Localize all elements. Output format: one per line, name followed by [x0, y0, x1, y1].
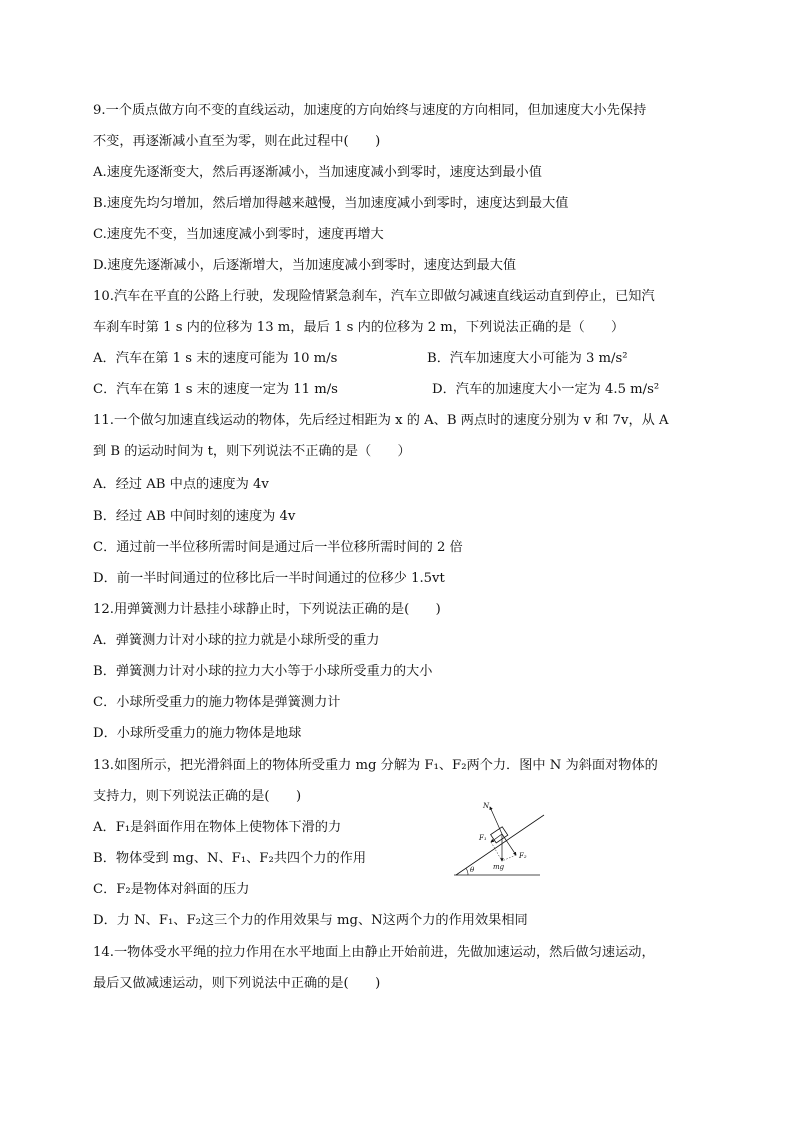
- angle-arc: [466, 869, 468, 876]
- n-label: N: [483, 802, 490, 810]
- mg-label: mg: [493, 863, 505, 871]
- q14-stem-line-2: 最后又做减速运动，则下列说法中正确的是( ): [93, 976, 381, 991]
- q11-option-a: A．经过 AB 中点的速度为 4v: [93, 477, 269, 492]
- q10-option-a: A．汽车在第 1 s 末的速度可能为 10 m/s: [93, 351, 338, 366]
- q12-option-d: D．小球所受重力的施力物体是地球: [93, 726, 302, 741]
- f1-label: F₁: [479, 834, 487, 842]
- theta-label: θ: [470, 866, 475, 874]
- normal-force-arrow: [490, 807, 502, 834]
- q9-option-a: A.速度先逐渐变大，然后再逐渐减小，当加速度减小到零时，速度达到最小值: [93, 165, 542, 180]
- q9-option-c: C.速度先不变，当加速度减小到零时，速度再增大: [93, 227, 384, 242]
- q10-option-c: C．汽车在第 1 s 末的速度一定为 11 m/s: [93, 382, 338, 397]
- q14-stem-line-1: 14.一物体受水平绳的拉力作用在水平地面上由静止开始前进，先做加速运动，然后做匀速运动，: [93, 945, 655, 960]
- q9-option-d: D.速度先逐渐减小，后逐渐增大，当加速度减小到零时，速度达到最大值: [93, 258, 517, 273]
- q13-option-d: D．力 N、F₁、F₂这三个力的作用效果与 mg、N这两个力的作用效果相同: [93, 913, 528, 928]
- q12-stem-line-1: 12.用弹簧测力计悬挂小球静止时，下列说法正确的是( ): [93, 602, 441, 617]
- q11-option-c: C．通过前一半位移所需时间是通过后一半位移所需时间的 2 倍: [93, 540, 463, 555]
- q10-option-d: D．汽车的加速度大小一定为 4.5 m/s²: [432, 382, 660, 397]
- q9-stem-line-1: 9.一个质点做方向不变的直线运动，加速度的方向始终与速度的方向相同，但加速度大小先保持: [93, 103, 647, 118]
- q12-option-a: A．弹簧测力计对小球的拉力就是小球所受的重力: [93, 633, 380, 648]
- q11-option-d: D．前一半时间通过的位移比后一半时间通过的位移少 1.5vt: [93, 571, 445, 586]
- q9-stem-line-2: 不变，再逐渐减小直至为零，则在此过程中( ): [93, 134, 381, 149]
- q13-option-c: C．F₂是物体对斜面的压力: [93, 882, 250, 897]
- q11-option-b: B．经过 AB 中间时刻的速度为 4v: [93, 509, 296, 524]
- q13-option-a: A．F₁是斜面作用在物体上使物体下滑的力: [93, 820, 342, 835]
- q13-stem-line-2: 支持力，则下列说法正确的是( ): [93, 789, 302, 804]
- incline-force-diagram: [448, 793, 548, 881]
- f2-arrow: [502, 834, 516, 855]
- q10-option-b: B．汽车加速度大小可能为 3 m/s²: [427, 351, 628, 366]
- dashed-line-2: [502, 855, 516, 861]
- q11-stem-line-1: 11.一个做匀加速直线运动的物体，先后经过相距为 x 的 A、B 两点时的速度分别为 v 和 7v，从 A: [93, 413, 669, 428]
- q12-option-c: C．小球所受重力的施力物体是弹簧测力计: [93, 695, 341, 710]
- f2-label: F₂: [519, 852, 527, 860]
- q10-stem-line-2: 车刹车时第 1 s 内的位移为 13 m，最后 1 s 内的位移为 2 m，下列说法正确的是（ ）: [93, 320, 625, 335]
- q11-stem-line-2: 到 B 的运动时间为 t，则下列说法不正确的是（ ）: [93, 444, 411, 459]
- q9-option-b: B.速度先均匀增加，然后增加得越来越慢，当加速度减小到零时，速度达到最大值: [93, 196, 569, 211]
- q12-option-b: B．弹簧测力计对小球的拉力大小等于小球所受重力的大小: [93, 664, 433, 679]
- q13-option-b: B．物体受到 mg、N、F₁、F₂共四个力的作用: [93, 851, 367, 866]
- q13-stem-line-1: 13.如图所示，把光滑斜面上的物体所受重力 mg 分解为 F₁、F₂两个力．图中 N 为斜面对物体的: [93, 758, 658, 773]
- q10-stem-line-1: 10.汽车在平直的公路上行驶，发现险情紧急刹车，汽车立即做匀减速直线运动直到停止，已知汽: [93, 289, 655, 304]
